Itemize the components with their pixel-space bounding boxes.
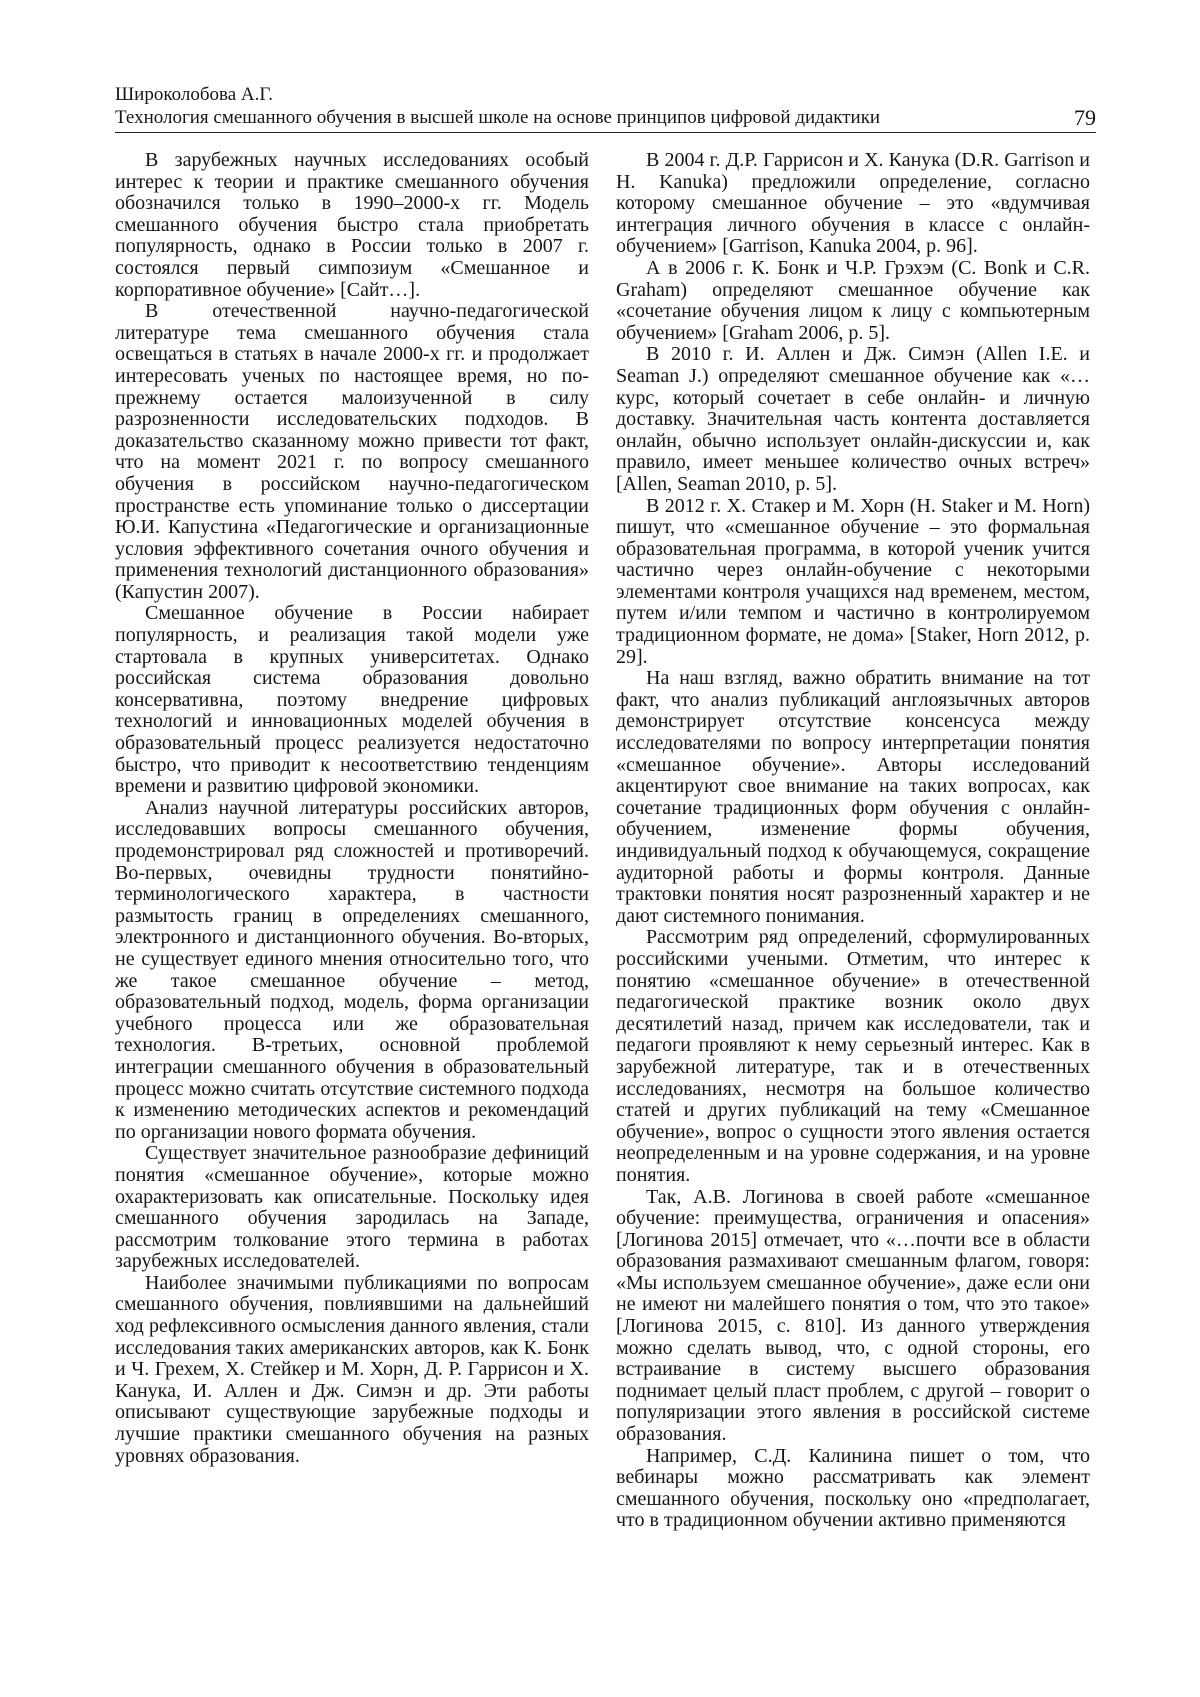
paragraph: Наиболее значимыми публикациями по вопросам смешанного обучения, повлиявшими на дальнейший ход рефлексивного осмысления данного явления, стали исследования таких американских авторов, как К. Бонк и Ч. Грехем, Х. Стейкер и М. Хорн, Д. Р. Гаррисон и Х. Канука, И. Аллен и Дж. Симэн и др. Эти работы описывают существующие зарубежные подходы и лучшие практики смешанного обучения на разных уровнях образования. [115, 1271, 589, 1467]
paragraph: На наш взгляд, важно обратить внимание на тот факт, что анализ публикаций англоязычных авторов демонстрирует отсутствие консенсуса между исследователями по вопросу интерпретации понятия «смешанное обучение». Авторы исследований акцентируют свое внимание на таких вопросах, как сочетание традиционных форм обучения с онлайн-обучением, изменение формы обучения, индивидуальный подход к обучающемуся, сокращение аудиторной работы и формы контроля. Данные трактовки понятия носят разрозненный характер и не дают системного понимания. [616, 667, 1090, 927]
author-name: Широколобова А.Г. [115, 84, 273, 105]
running-title: Технология смешанного обучения в высшей школе на основе принципов цифровой дидактики [115, 107, 881, 128]
paragraph: В зарубежных научных исследованиях особый интерес к теории и практике смешанного обучения обозначился только в 1990–2000-х гг. Модель смешанного обучения быстро стала приобретать популярность, однако в России только в 2007 г. состоялся первый симпозиум «Смешанное и корпоративное обучение» [Сайт…]. [115, 149, 589, 301]
paragraph: В отечественной научно-педагогической литературе тема смешанного обучения стала освещаться в статьях в начале 2000-х гг. и продолжает интересовать ученых по настоящее время, но по-прежнему остается малоизученной в силу разрозненности исследовательских подходов. В доказательство сказанному можно привести тот факт, что на момент 2021 г. по вопросу смешанного обучения в российском научно-педагогическом пространстве есть упоминание только о диссертации Ю.И. Капустина «Педагогические и организационные условия эффективного сочетания очного обучения и применения технологий дистанционного образования» (Капустин 2007). [115, 300, 589, 603]
left-column [115, 150, 589, 1467]
paragraph: Так, А.В. Логинова в своей работе «смешанное обучение: преимущества, ограничения и опасения» [Логинова 2015] отмечает, что «…почти все в области образования размахивают смешанным флагом, говоря: «Мы используем смешанное обучение», даже если они не имеют ни малейшего понятия о том, что это такое» [Логинова 2015, с. 810]. Из данного утверждения можно сделать вывод, что, с одной стороны, его встраивание в систему высшего образования поднимает целый пласт проблем, с другой – говорит о популяризации этого явления в российской системе образования. [616, 1185, 1090, 1446]
paragraph: В 2010 г. И. Аллен и Дж. Симэн (Allen I.E. и Seaman J.) определяют смешанное обучение как «… курс, который сочетает в себе онлайн- и личную доставку. Значительная часть контента доставляется онлайн, обычно использует онлайн-дискуссии и, как правило, имеет меньшее количество очных встреч» [Allen, Seaman 2010, p. 5]. [616, 343, 1090, 495]
paragraph: А в 2006 г. К. Бонк и Ч.Р. Грэхэм (C. Bonk и C.R. Graham) определяют смешанное обучение как «сочетание обучения лицом к лицу с компьютерным обучением» [Graham 2006, p. 5]. [616, 256, 1090, 344]
header-title-row [115, 106, 1096, 133]
paragraph: Смешанное обучение в России набирает популярность, и реализация такой модели уже стартовала в крупных университетах. Однако российская система образования довольно консервативна, поэтому внедрение цифровых технологий и инновационных моделей обучения в образовательный процесс реализуется недостаточно быстро, что приводит к несоответствию тенденциям времени и развитию цифровой экономики. [115, 602, 589, 798]
right-column [616, 150, 1090, 1532]
paragraph: В 2012 г. Х. Стакер и М. Хорн (H. Staker и M. Horn) пишут, что «смешанное обучение – это формальная образовательная программа, в которой ученик учится частично через онлайн-обучение с некоторыми элементами контроля учащихся над временем, местом, путем и/или темпом и частично в контролируемом традиционном формате, не дома» [Staker, Horn 2012, p. 29]. [616, 494, 1090, 668]
paragraph: Рассмотрим ряд определений, сформулированных российскими учеными. Отметим, что интерес к понятию «смешанное обучение» в отечественной педагогической практике возник около двух десятилетий назад, причем как исследователи, так и педагоги проявляют к нему серьезный интерес. Как в зарубежной литературе, так и в отечественных исследованиях, несмотря на большое количество статей и других публикаций на тему «Смешанное обучение», вопрос о сущности этого явления остается неопределенным и на уровне содержания, и на уровне понятия. [616, 926, 1090, 1186]
paragraph: Существует значительное разнообразие дефиниций понятия «смешанное обучение», которые можно охарактеризовать как описательные. Поскольку идея смешанного обучения зародилась на Западе, рассмотрим толкование этого термина в работах зарубежных исследователей. [115, 1142, 589, 1273]
paragraph: В 2004 г. Д.Р. Гаррисон и Х. Канука (D.R. Garrison и H. Kanuka) предложили определение, согласно которому смешанное обучение – это «вдумчивая интеграция личного обучения в классе с онлайн-обучением» [Garrison, Kanuka 2004, p. 96]. [616, 149, 1090, 258]
paragraph: Например, С.Д. Калинина пишет о том, что вебинары можно рассматривать как элемент смешанного обучения, поскольку оно «предполагает, что в традиционном обучении активно применяются [616, 1444, 1090, 1532]
page-number: 79 [1074, 105, 1096, 130]
running-header [115, 83, 1096, 133]
paragraph: Анализ научной литературы российских авторов, исследовавших вопросы смешанного обучения, продемонстрировал ряд сложностей и противоречий. Во-первых, очевидны трудности понятийно-терминологического характера, в частности размытость границ в определениях смешанного, электронного и дистанционного обучения. Во-вторых, не существует единого мнения относительно того, что же такое смешанное обучение – метод, образовательный подход, модель, форма организации учебного процесса или же образовательная технология. В-третьих, основной проблемой интеграции смешанного обучения в образовательный процесс можно считать отсутствие системного подхода к изменению методических аспектов и рекомендаций по организации нового формата обучения. [115, 796, 589, 1143]
